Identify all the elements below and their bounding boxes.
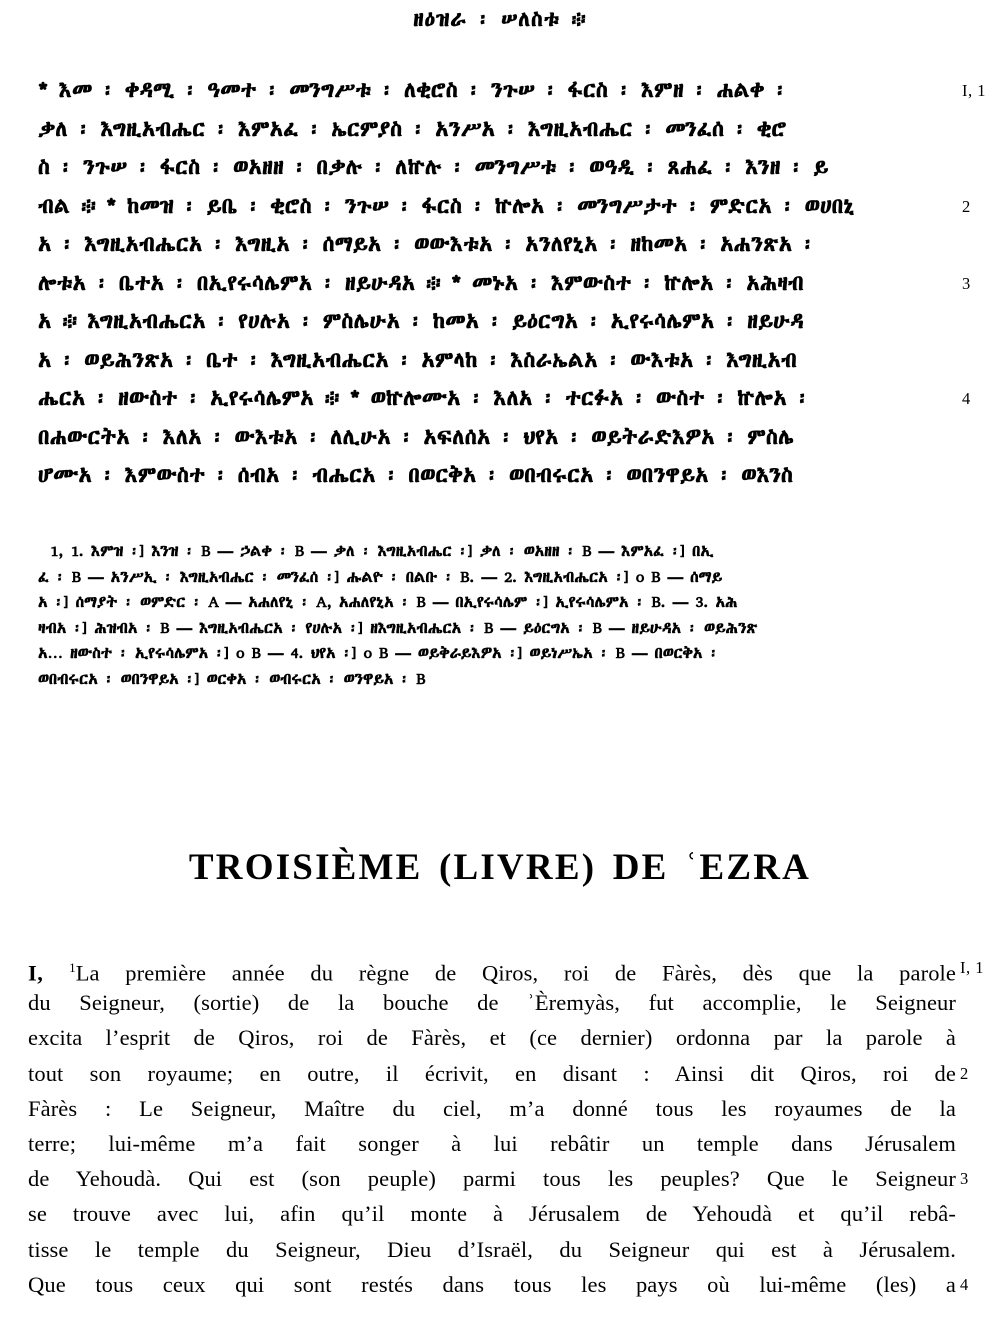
geez-line: [38, 111, 958, 150]
chapter-number: I,: [28, 960, 44, 986]
french-line: [28, 1056, 969, 1091]
french-line-text: excita l’esprit de Qiros, roi de Fàrès, et (ce dernier) ordonna par la parole à: [28, 1025, 956, 1051]
geez-line: [38, 149, 958, 188]
verse-number: I, 1: [962, 81, 986, 100]
critical-apparatus: [38, 540, 958, 693]
french-line: [28, 1267, 969, 1302]
geez-line-text: ስ ፡ ንጉሠ ፡ ፋርስ ፡ ወአዘዘ ፡ በቃሉ ፡ ለኵሉ ፡ መንግሥቱ ፡ ወዓዲ ፡ ጸሐፈ ፡ እንዘ ፡ ይ: [38, 154, 829, 182]
geez-text-block: [38, 72, 986, 496]
geez-line: [38, 72, 986, 111]
french-line: [28, 950, 984, 986]
geez-line: [38, 342, 958, 381]
french-line: [28, 1091, 958, 1126]
french-line-text: Que tous ceux qui sont restés dans tous les pays où lui-même (les) a: [28, 1271, 956, 1297]
french-line-text: tisse le temple du Seigneur, Dieu d’Israël, du Seigneur qui est à Jérusalem.: [28, 1236, 956, 1262]
french-translation-block: [28, 950, 984, 1302]
french-line: [28, 1161, 969, 1196]
geez-line: [38, 380, 971, 419]
geez-line: [38, 419, 958, 458]
apparatus-line: ወበብሩርአ ፡ ወበንዋይአ ፡] ወርቀአ ፡ ወብሩርአ ፡ ወንዋይአ ፡ B: [38, 669, 426, 690]
geez-line-text: አ ፨ እግዚአብሔርአ ፡ የሀሉአ ፡ ምስሌሁአ ፡ ከመአ ፡ ይዕርግአ ፡ ኢየሩሳሌምአ ፡ ዘይሁዳ: [38, 308, 804, 336]
geez-line-text: ሎቱአ ፡ ቤተአ ፡ በኢየሩሳሌምአ ፡ ዘይሁዳአ ፨ * መኑአ ፡ እምውስተ ፡ ኵሎአ ፡ አሕዛብ: [38, 269, 804, 298]
geez-line-text: አ ፡ እግዚአብሔርአ ፡ እግዚአ ፡ ሰማይአ ፡ ወውእቱአ ፡ አንለየኒአ ፡ ዘከመአ ፡ አሐንጽአ ፡: [38, 231, 815, 259]
verse-number: I, 1: [960, 958, 984, 977]
verse-number: 2: [960, 1063, 969, 1083]
geez-line-text: ሔርአ ፡ ዘውስተ ፡ ኢየሩሳሌምአ ፨ * ወኵሎሙአ ፡ እለአ ፡ ተርፉአ ፡ ውስተ ፡ ኵሎአ ፡: [38, 385, 810, 413]
running-head: ዘዕዝራ ፡ ሠለስቱ ፨: [413, 5, 587, 33]
geez-line: [38, 457, 958, 496]
french-line-text: Fàrès : Le Seigneur, Maître du ciel, m’a donné tous les royaumes de la: [28, 1095, 956, 1121]
verse-marker: 1: [69, 960, 76, 975]
french-body-text: La première année du règne de Qiros, roi de Fàrès, dès que la parole: [75, 960, 956, 986]
verse-number: 4: [960, 1274, 969, 1294]
apparatus-line: አ… ዘውስተ ፡ ኢየሩሳሌምአ ፡] o B — 4. ህየአ ፡] o B — ወይቅራይእዎአ ፡] ወይነሥኤአ ፡ B — በወርቅአ ፡: [38, 644, 719, 664]
geez-line: [38, 188, 971, 227]
geez-line: [38, 303, 958, 342]
verse-number: 3: [962, 273, 971, 293]
apparatus-line: 1, 1. እምዝ ፡] እንዝ ፡ B — ኃልቀ ፡ B — ቃለ ፡ እግዚአብሔር ፡] ቃለ ፡ ወአዘዘ ፡ B — እምአፈ ፡] በኢ: [50, 542, 714, 562]
apparatus-line: ዛብአ ፡] ሕዝብአ ፡ B — እግዚአብሔርአ ፡ የሀሉአ ፡] ዘእግዚአብሔርአ ፡ B — ይዕርግአ ፡ B — ዘይሁዳአ ፡ ወይሕንጽ: [38, 618, 758, 639]
geez-line: [38, 226, 958, 265]
geez-line: [38, 265, 971, 304]
geez-line-text: አ ፡ ወይሕንጽአ ፡ ቤተ ፡ እግዚአብሔርአ ፡ አምላከ ፡ እስራኤልአ ፡ ውእቱአ ፡ እግዚአብ: [38, 346, 798, 375]
french-line-text: [28, 1056, 956, 1091]
geez-line-text: ሆሙአ ፡ እምውስተ ፡ ሰብአ ፡ ብሔርአ ፡ በወርቅአ ፡ ወበብሩርአ ፡ ወበንዋይአ ፡ ወእንስ: [38, 462, 794, 490]
geez-line-text: ብል ፨ * ከመዝ ፡ ይቤ ፡ ቂሮስ ፡ ንጉሠ ፡ ፋርስ ፡ ኵሎአ ፡ መንግሥታተ ፡ ምድርአ ፡ ወሀበኒ: [38, 192, 855, 221]
french-line: [28, 1232, 958, 1267]
french-line: [28, 1126, 958, 1161]
verse-number: 2: [962, 196, 971, 216]
french-section-title: TROISIÈME (LIVRE) DE ʿEZRA: [188, 847, 812, 888]
french-line-text: terre; lui-même m’a fait songer à lui rebâtir un temple dans Jérusalem: [28, 1130, 956, 1156]
apparatus-line: ፈ ፡ B — አንሥኢ ፡ እግዚአብሔር ፡ መንፈሰ ፡] ሑልዮ ፡ በልቡ ፡ B. — 2. እግዚአብሔርአ ፡] o B — ሰማይ: [38, 567, 723, 588]
french-body-text: tout son royaume; en outre, il écrivit, en disant : Ainsi dit Qiros, roi de: [28, 1060, 956, 1086]
french-line: [28, 985, 958, 1020]
french-line: [28, 1020, 958, 1055]
geez-line-text: በሐውርትአ ፡ እለአ ፡ ውእቱአ ፡ ለሊሁአ ፡ አፍለሰአ ፡ ህየአ ፡ ወይትራድእዎአ ፡ ምስሌ: [38, 423, 795, 452]
geez-line-text: * እመ ፡ ቀዳሚ ፡ ዓመተ ፡ መንግሥቱ ፡ ለቂሮስ ፡ ንጉሠ ፡ ፋርስ ፡ እምዘ ፡ ሐልቀ ፡: [38, 77, 788, 105]
apparatus-line: አ ፡] ሰማያት ፡ ወምድር ፡ A — አሐለየኒ ፡ A, አሐለየኒአ ፡ B — በኢየሩሳሌም ፡] ኢየሩሳሌምአ ፡ B. — 3. አሕ: [38, 593, 738, 613]
french-line-text: se trouve avec lui, afin qu’il monte à Jérusalem de Yehoudà et qu’il rebâ-: [28, 1201, 956, 1227]
verse-number: 4: [962, 389, 971, 408]
french-line-text: du Seigneur, (sortie) de la bouche de ʾÈremyàs, fut accomplie, le Seigneur: [28, 990, 956, 1016]
french-line: [28, 1196, 958, 1231]
french-line-text: de Yehoudà. Qui est (son peuple) parmi tous les peuples? Que le Seigneur: [28, 1166, 956, 1192]
geez-line-text: ቃለ ፡ እግዚአብሔር ፡ እምአፈ ፡ ኤርምያስ ፡ አንሥአ ፡ እግዚአብሔር ፡ መንፈሰ ፡ ቂሮ: [38, 115, 787, 144]
verse-number: 3: [960, 1169, 969, 1189]
